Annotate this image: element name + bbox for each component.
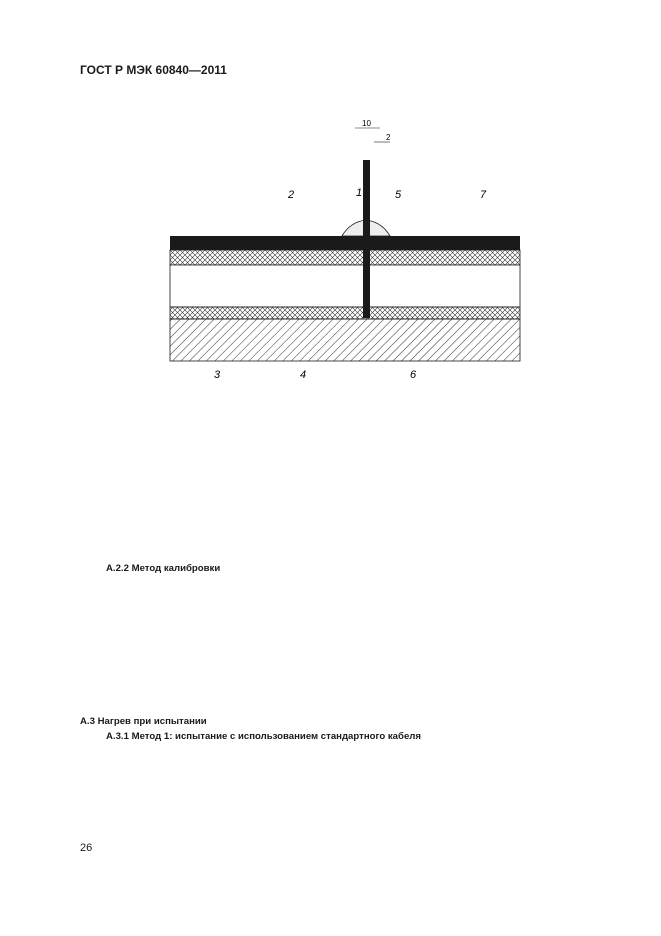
callout-7: 7 bbox=[480, 189, 487, 201]
section-heading: А.3 Нагрев при испытании bbox=[80, 716, 207, 727]
dim-label-2: 2 bbox=[386, 133, 391, 142]
conductor-layer bbox=[170, 319, 520, 361]
page-number: 26 bbox=[80, 842, 93, 854]
page-header: ГОСТ Р МЭК 60840—2011 bbox=[80, 63, 227, 77]
callout-4: 4 bbox=[300, 369, 307, 381]
screen-layer-top bbox=[170, 250, 520, 265]
dim-label-10: 10 bbox=[362, 120, 371, 128]
cable-cross-section-diagram bbox=[150, 120, 530, 390]
callout-3: 3 bbox=[214, 369, 221, 381]
callout-2: 2 bbox=[288, 189, 295, 201]
section-heading: А.3.1 Метод 1: испытание с использованием стандартного кабеля bbox=[106, 731, 421, 742]
screen-layer-bottom bbox=[170, 307, 520, 319]
section-heading: А.2.2 Метод калибровки bbox=[106, 563, 221, 574]
insulation-layer bbox=[170, 265, 520, 307]
callout-5: 5 bbox=[395, 189, 402, 201]
callout-6: 6 bbox=[410, 369, 417, 381]
callout-1: 1 bbox=[356, 187, 363, 199]
metal-sheath-layer bbox=[170, 236, 520, 250]
thermocouple-probe bbox=[363, 160, 370, 318]
